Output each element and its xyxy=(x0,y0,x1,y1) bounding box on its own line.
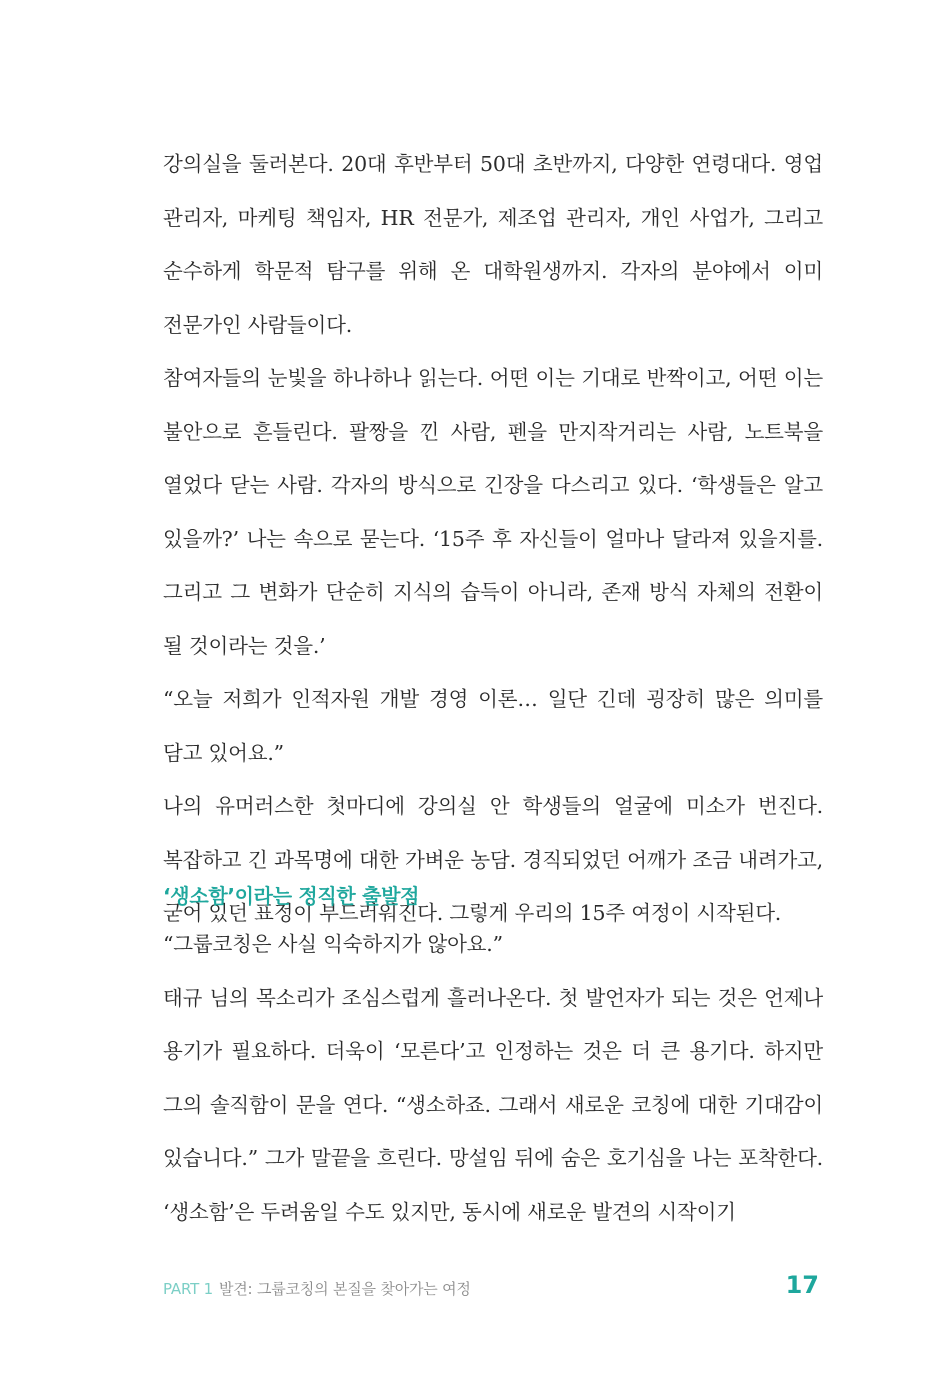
footer-chapter-title: 발견: 그룹코칭의 본질을 찾아가는 여정 xyxy=(218,1280,471,1298)
paragraph: “그룹코칭은 사실 익숙하지가 않아요.” xyxy=(163,932,503,956)
running-footer xyxy=(163,1278,471,1299)
body-text-top xyxy=(163,138,823,941)
paragraph: 나의 유머러스한 첫마디에 강의실 안 학생들의 얼굴에 미소가 번진다. 복잡하고 긴 과목명에 대한 가벼운 농담. 경직되었던 어깨가 조금 내려가고, 굳어 있던 표정이 부드러워진다. 그렇게 우리의 15주 여정이 시작된다. xyxy=(163,794,823,925)
paragraph: 태규 님의 목소리가 조심스럽게 흘러나온다. 첫 발언자가 되는 것은 언제나 용기가 필요하다. 더욱이 ‘모른다’고 인정하는 것은 더 큰 용기다. 하지만 그의 솔직함이 문을 연다. “생소하죠. 그래서 새로운 코칭에 대한 기대감이 있습니다.” 그가 말끝을 흐린다. 망설임 뒤에 숨은 호기심을 나는 포착한다. ‘생소함’은 두려움일 수도 있지만, 동시에 새로운 발견의 시작이기 xyxy=(163,985,823,1224)
section-heading: ‘생소함’이라는 정직한 출발점 xyxy=(163,884,420,908)
paragraph: 참여자들의 눈빛을 하나하나 읽는다. 어떤 이는 기대로 반짝이고, 어떤 이는 불안으로 흔들린다. 팔짱을 낀 사람, 펜을 만지작거리는 사람, 노트북을 열었다 닫는 사람. 각자의 방식으로 긴장을 다스리고 있다. ‘학생들은 알고 있을까?’ 나는 속으로 묻는다. ‘15주 후 자신들이 얼마나 달라져 있을지를. 그리고 그 변화가 단순히 지식의 습득이 아니라, 존재 방식 자체의 전환이 될 것이라는 것을.’ xyxy=(163,366,823,658)
footer-part-label: PART 1 xyxy=(163,1280,213,1298)
page-number: 17 xyxy=(785,1271,819,1299)
paragraph: 강의실을 둘러본다. 20대 후반부터 50대 초반까지, 다양한 연령대다. 영업 관리자, 마케팅 책임자, HR 전문가, 제조업 관리자, 개인 사업가, 그리고 순수하게 학문적 탐구를 위해 온 대학원생까지. 각자의 분야에서 이미 전문가인 사람들이다. xyxy=(163,152,823,337)
body-text-bottom xyxy=(163,918,823,1239)
paragraph: “오늘 저희가 인적자원 개발 경영 이론… 일단 긴데 굉장히 많은 의미를 담고 있어요.” xyxy=(163,687,823,765)
